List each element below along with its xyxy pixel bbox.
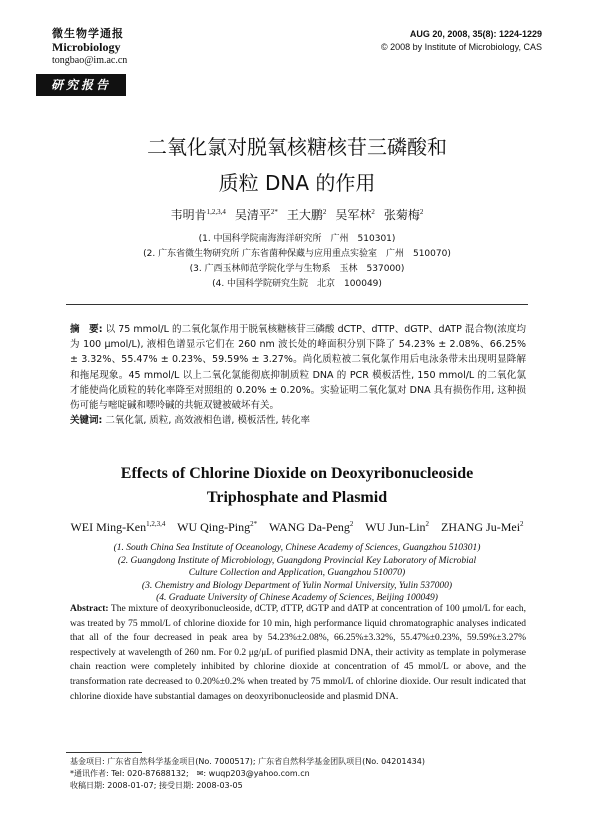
footnote-dates: 收稿日期: 2008-01-07; 接受日期: 2008-03-05	[70, 781, 243, 790]
abstract-cn-text: 以 75 mmol/L 的二氧化氯作用于脱氧核糖核苷三磷酸 dCTP、dTTP、dGTP、dATP 混合物(浓度均为 100 μmol/L), 液相色谱显示它们在 260 nm 波长处的峰面积分别下降了 54.23% ± 2.08%、66.25% ± 3.32%、55.47% ± 0.23%、59.59% ± 3.27%。尚化质粒被二氧化氯作用后电泳条带未出现明显降解和拖尾现象。45 mmol/L 以上二氧化氯能彻底抑制质粒 DNA 的 PCR 模板活性, 150 mmol/L 的二氧化氯才能使尚化质粒的转化率降至对照组的 0.20% ± 0.20%。实验证明二氧化氯对 DNA 具有损伤作用, 这种损伤可能与嘧啶碱和嘌呤碱的共轭双键被破坏有关。	[70, 324, 526, 412]
abstract-cn	[70, 322, 526, 428]
title-en-line2: Triphosphate and Plasmid	[206, 489, 388, 506]
author-cn: 韦明肯$^{1,2,3,4}$	[170, 208, 226, 222]
copyright: © 2008 by Institute of Microbiology, CAS	[380, 42, 542, 52]
affiliation-en: (2. Guangdong Institute of Microbiology, Guangdong Provincial Key Laboratory of Microbial	[117, 555, 477, 566]
affiliations-cn	[0, 232, 594, 292]
abstract-en-text: The mixture of deoxyribonucleoside, dCTP, dTTP, dGTP and dATP at concentration of 100 μmol/L for each, was treated by 75 mmol/L of chlorine dioxide for 10 min, high performance liquid chromatographic analyses indicated that all of the four decreased in peak area by 54.23%±2.08%, 66.25%±3.32%, 55.47%±0.23%, 59.59%±3.27% respectively at wavelength of 260 nm. For 0.2 μg/μL of purified plasmid DNA, their activity as template in polymerase chain reaction were completely inhibited by chlorine dioxide at concentration of 45 mmol/L or above, and the transformation rate decreased to 0.20%±0.2% when treated by 75 mmol/L of chlorine dioxide. Our result indicated that chlorine dioxide have substantial damages on deoxyribonucleoside and plasmid DNA.	[70, 604, 526, 702]
abstract-en	[70, 602, 526, 704]
affiliations-en	[0, 542, 594, 605]
journal-name-cn: 微生物学通报	[52, 28, 124, 40]
keywords-cn	[70, 413, 526, 428]
section-badge: 研究报告	[36, 74, 126, 96]
affiliation-en: (4. Graduate University of Chinese Academy of Sciences, Beijing 100049)	[156, 593, 438, 604]
keywords-cn-text: 二氧化氯, 质粒, 高效液相色谱, 模板活性, 转化率	[105, 415, 311, 427]
abstract-cn-label: 摘 要:	[70, 324, 103, 335]
author-cn: 吴军林$^2$	[335, 208, 375, 222]
authors-cn	[0, 206, 594, 223]
divider	[66, 304, 528, 305]
affiliation-en: Culture Collection and Application, Guangzhou 510070)	[188, 568, 406, 579]
title-en-line1: Effects of Chlorine Dioxide on Deoxyribonucleoside	[120, 465, 474, 482]
affiliation-en: (3. Chemistry and Biology Department of Yulin Normal University, Yulin 537000)	[141, 580, 453, 591]
author-en: ZHANG Ju-Mei$^2$	[441, 520, 524, 534]
keywords-cn-label: 关键词:	[70, 415, 103, 427]
affiliation-cn: (2. 广东省微生物研究所 广东省菌种保藏与应用重点实验室 广州 510070)	[143, 249, 451, 259]
affiliation-cn: (1. 中国科学院南海海洋研究所 广州 510301)	[198, 234, 396, 244]
author-en: WU Qing-Ping$^{2*}$	[177, 520, 258, 534]
citation: AUG 20, 2008, 35(8): 1224-1229	[409, 29, 542, 39]
abstract-en-label: Abstract:	[70, 604, 109, 614]
authors-en	[0, 520, 594, 535]
footnote-funding: 基金项目: 广东省自然科学基金项目(No. 7000517); 广东省自然科学基金团队项目(No. 04201434)	[70, 757, 425, 766]
footnotes	[70, 756, 540, 792]
footnote-corresponding: *通讯作者: Tel: 020-87688132; ✉: wuqp203@yahoo.com.cn	[70, 769, 310, 778]
journal-email[interactable]: tongbao@im.ac.cn	[52, 55, 128, 66]
author-cn: 王大鹏$^2$	[286, 208, 327, 222]
journal-name-en: Microbiology	[52, 40, 121, 54]
title-en	[0, 462, 594, 510]
affiliation-cn: (4. 中国科学院研究生院 北京 100049)	[212, 279, 382, 289]
affiliation-en: (1. South China Sea Institute of Oceanology, Chinese Academy of Sciences, Guangzhou 510301)	[113, 543, 481, 553]
author-en: WANG Da-Peng$^2$	[268, 520, 354, 534]
author-cn: 张菊梅$^2$	[383, 208, 424, 222]
author-en: WEI Ming-Ken$^{1,2,3,4}$	[70, 520, 166, 534]
title-cn-line2: 质粒 DNA 的作用	[218, 171, 376, 195]
author-en: WU Jun-Lin$^2$	[365, 520, 430, 534]
title-cn-line1: 二氧化氯对脱氧核糖核苷三磷酸和	[147, 135, 447, 159]
author-cn: 吴清平$^{2*}$	[234, 208, 278, 222]
footnote-divider	[66, 752, 142, 753]
citation-block	[381, 28, 542, 54]
journal-header	[52, 28, 127, 67]
affiliation-cn: (3. 广西玉林师范学院化学与生物系 玉林 537000)	[189, 264, 405, 274]
